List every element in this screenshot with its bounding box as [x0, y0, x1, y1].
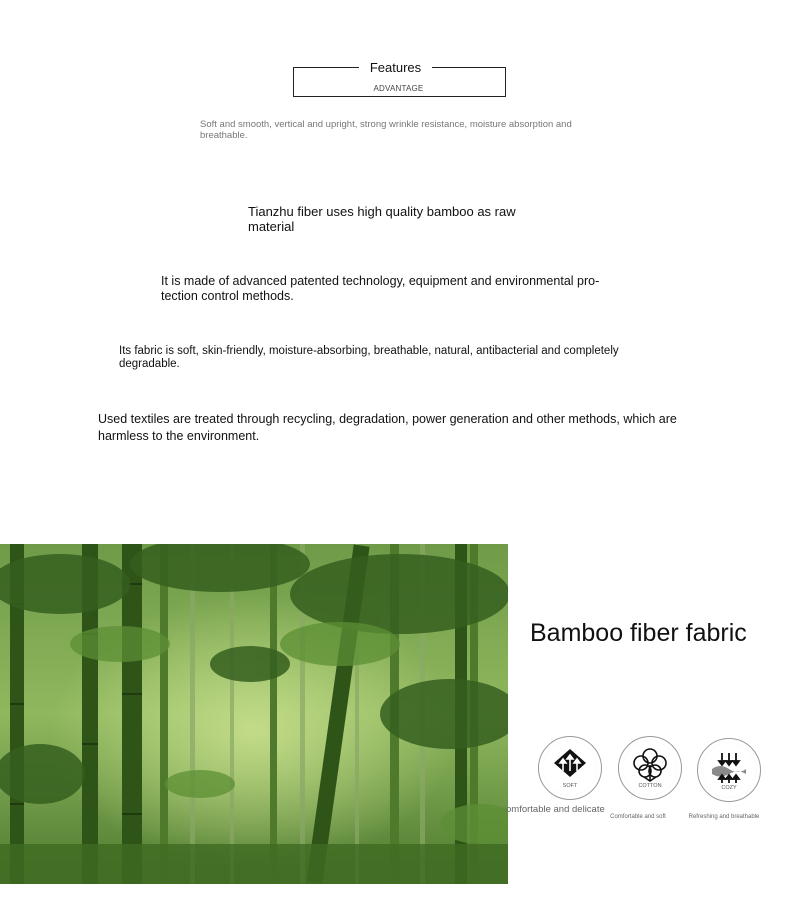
- product-title: Bamboo fiber fabric: [530, 619, 747, 647]
- features-top-line-left: [293, 67, 359, 68]
- cozy-icon-label: COZY: [721, 785, 737, 791]
- soft-icon-label: SOFT: [562, 783, 578, 789]
- features-top-line-right: [432, 67, 505, 68]
- soft-icon-caption: omfortable and delicate: [506, 804, 605, 815]
- cozy-icon: [697, 738, 761, 802]
- features-intro: Soft and smooth, vertical and upright, strong wrinkle resistance, moisture absorption and breathable.: [200, 119, 572, 141]
- cotton-icon-label: COTTON: [638, 783, 662, 789]
- soft-icon: [538, 736, 602, 800]
- cotton-icon: [618, 736, 682, 800]
- features-subtitle: ADVANTAGE: [373, 84, 424, 93]
- cozy-icon-caption: Refreshing and breathable: [688, 814, 760, 820]
- paragraph-technology: It is made of advanced patented technology, equipment and environmental pro-tection control methods.: [161, 274, 600, 303]
- paragraph-recycling: Used textiles are treated through recycling, degradation, power generation and other methods, which are harmless to the environment.: [98, 412, 677, 443]
- cotton-icon-caption: Comfortable and soft: [610, 814, 666, 820]
- paragraph-fabric-properties: Its fabric is soft, skin-friendly, moisture-absorbing, breathable, natural, antibacterial and completely degradable.: [119, 345, 619, 370]
- paragraph-raw-material: Tianzhu fiber uses high quality bamboo as raw material: [248, 204, 516, 234]
- bamboo-forest-photo: [0, 544, 508, 884]
- features-title: Features: [369, 60, 422, 75]
